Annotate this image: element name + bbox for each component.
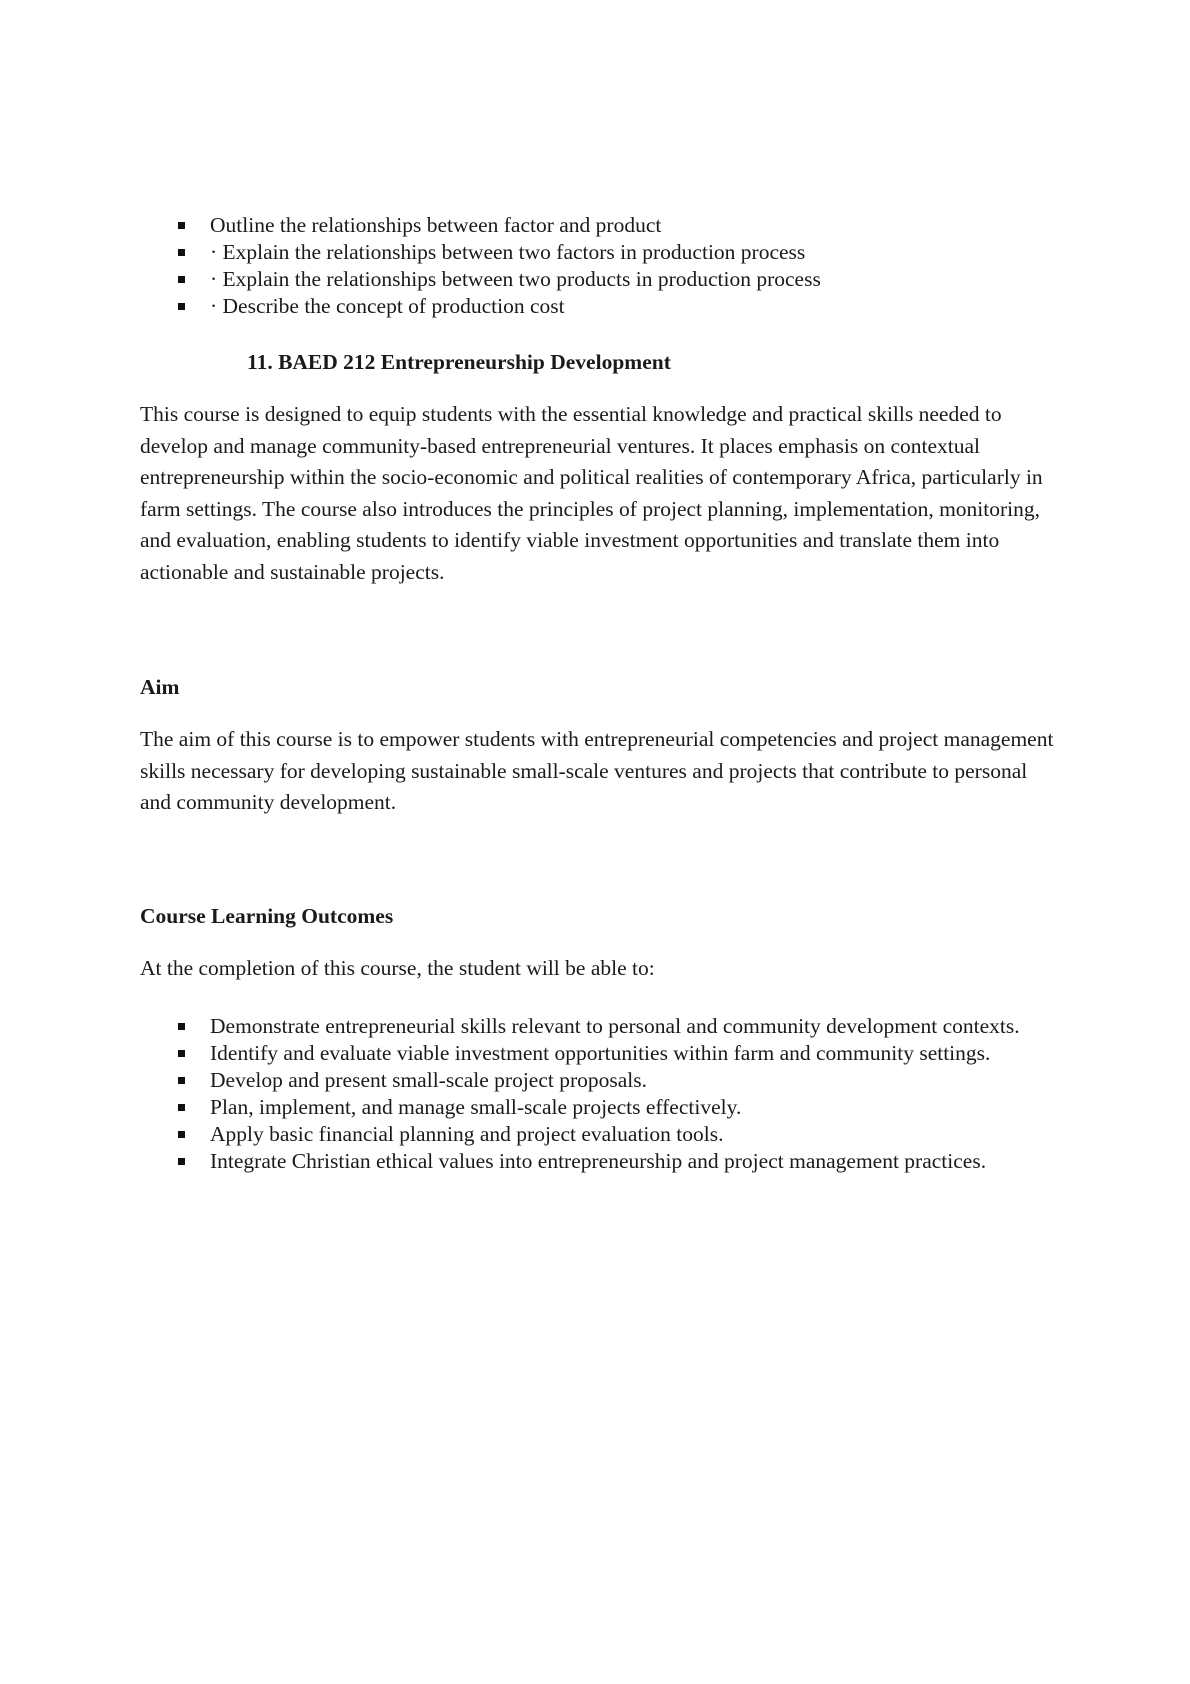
list-item [140,212,1060,239]
list-item-text: Plan, implement, and manage small-scale projects effectively. [210,1095,742,1119]
list-item [140,1121,1060,1148]
learning-outcomes-list [140,1013,1060,1175]
list-item [140,1148,1060,1175]
course-description: This course is designed to equip students with the essential knowledge and practical skills needed to develop and manage community-based entrepreneurial ventures. It places emphasis on contextual entrepreneurship within the socio-economic and political realities of contemporary Africa, particularly in farm settings. The course also introduces the principles of project planning, implementation, monitoring, and evaluation, enabling students to identify viable investment opportunities and translate them into actionable and sustainable projects. [140,402,1043,584]
list-item-text: Apply basic financial planning and project evaluation tools. [210,1122,724,1146]
list-item-text: Integrate Christian ethical values into entrepreneurship and project management practices. [210,1149,987,1173]
square-bullet-icon [178,276,185,283]
list-item-text: · Explain the relationships between two products in production process [210,267,821,291]
square-bullet-icon [178,303,185,310]
production-objectives-list [140,212,1060,320]
list-item [140,293,1060,320]
list-item [140,266,1060,293]
aim-heading: Aim [140,675,180,699]
square-bullet-icon [178,1050,185,1057]
square-bullet-icon [178,249,185,256]
square-bullet-icon [178,1077,185,1084]
list-item-text: · Explain the relationships between two factors in production process [210,240,806,264]
list-item [140,1067,1060,1094]
list-item [140,1013,1060,1040]
square-bullet-icon [178,1023,185,1030]
list-item [140,239,1060,266]
list-item-text: · Describe the concept of production cost [210,294,565,318]
course-heading: 11. BAED 212 Entrepreneurship Development [247,350,671,374]
list-item [140,1094,1060,1121]
square-bullet-icon [178,1104,185,1111]
learning-outcomes-heading: Course Learning Outcomes [140,904,394,928]
list-item-text: Demonstrate entrepreneurial skills relevant to personal and community development contexts. [210,1014,1020,1038]
aim-text: The aim of this course is to empower students with entrepreneurial competencies and project management skills necessary for developing sustainable small-scale ventures and projects that contribute to personal and community development. [140,727,1054,814]
list-item-text: Identify and evaluate viable investment opportunities within farm and community settings. [210,1041,991,1065]
square-bullet-icon [178,1131,185,1138]
list-item [140,1040,1060,1067]
list-item-text: Outline the relationships between factor and product [210,213,662,237]
list-item-text: Develop and present small-scale project proposals. [210,1068,648,1092]
square-bullet-icon [178,1158,185,1165]
square-bullet-icon [178,222,185,229]
learning-outcomes-intro: At the completion of this course, the student will be able to: [140,956,655,980]
